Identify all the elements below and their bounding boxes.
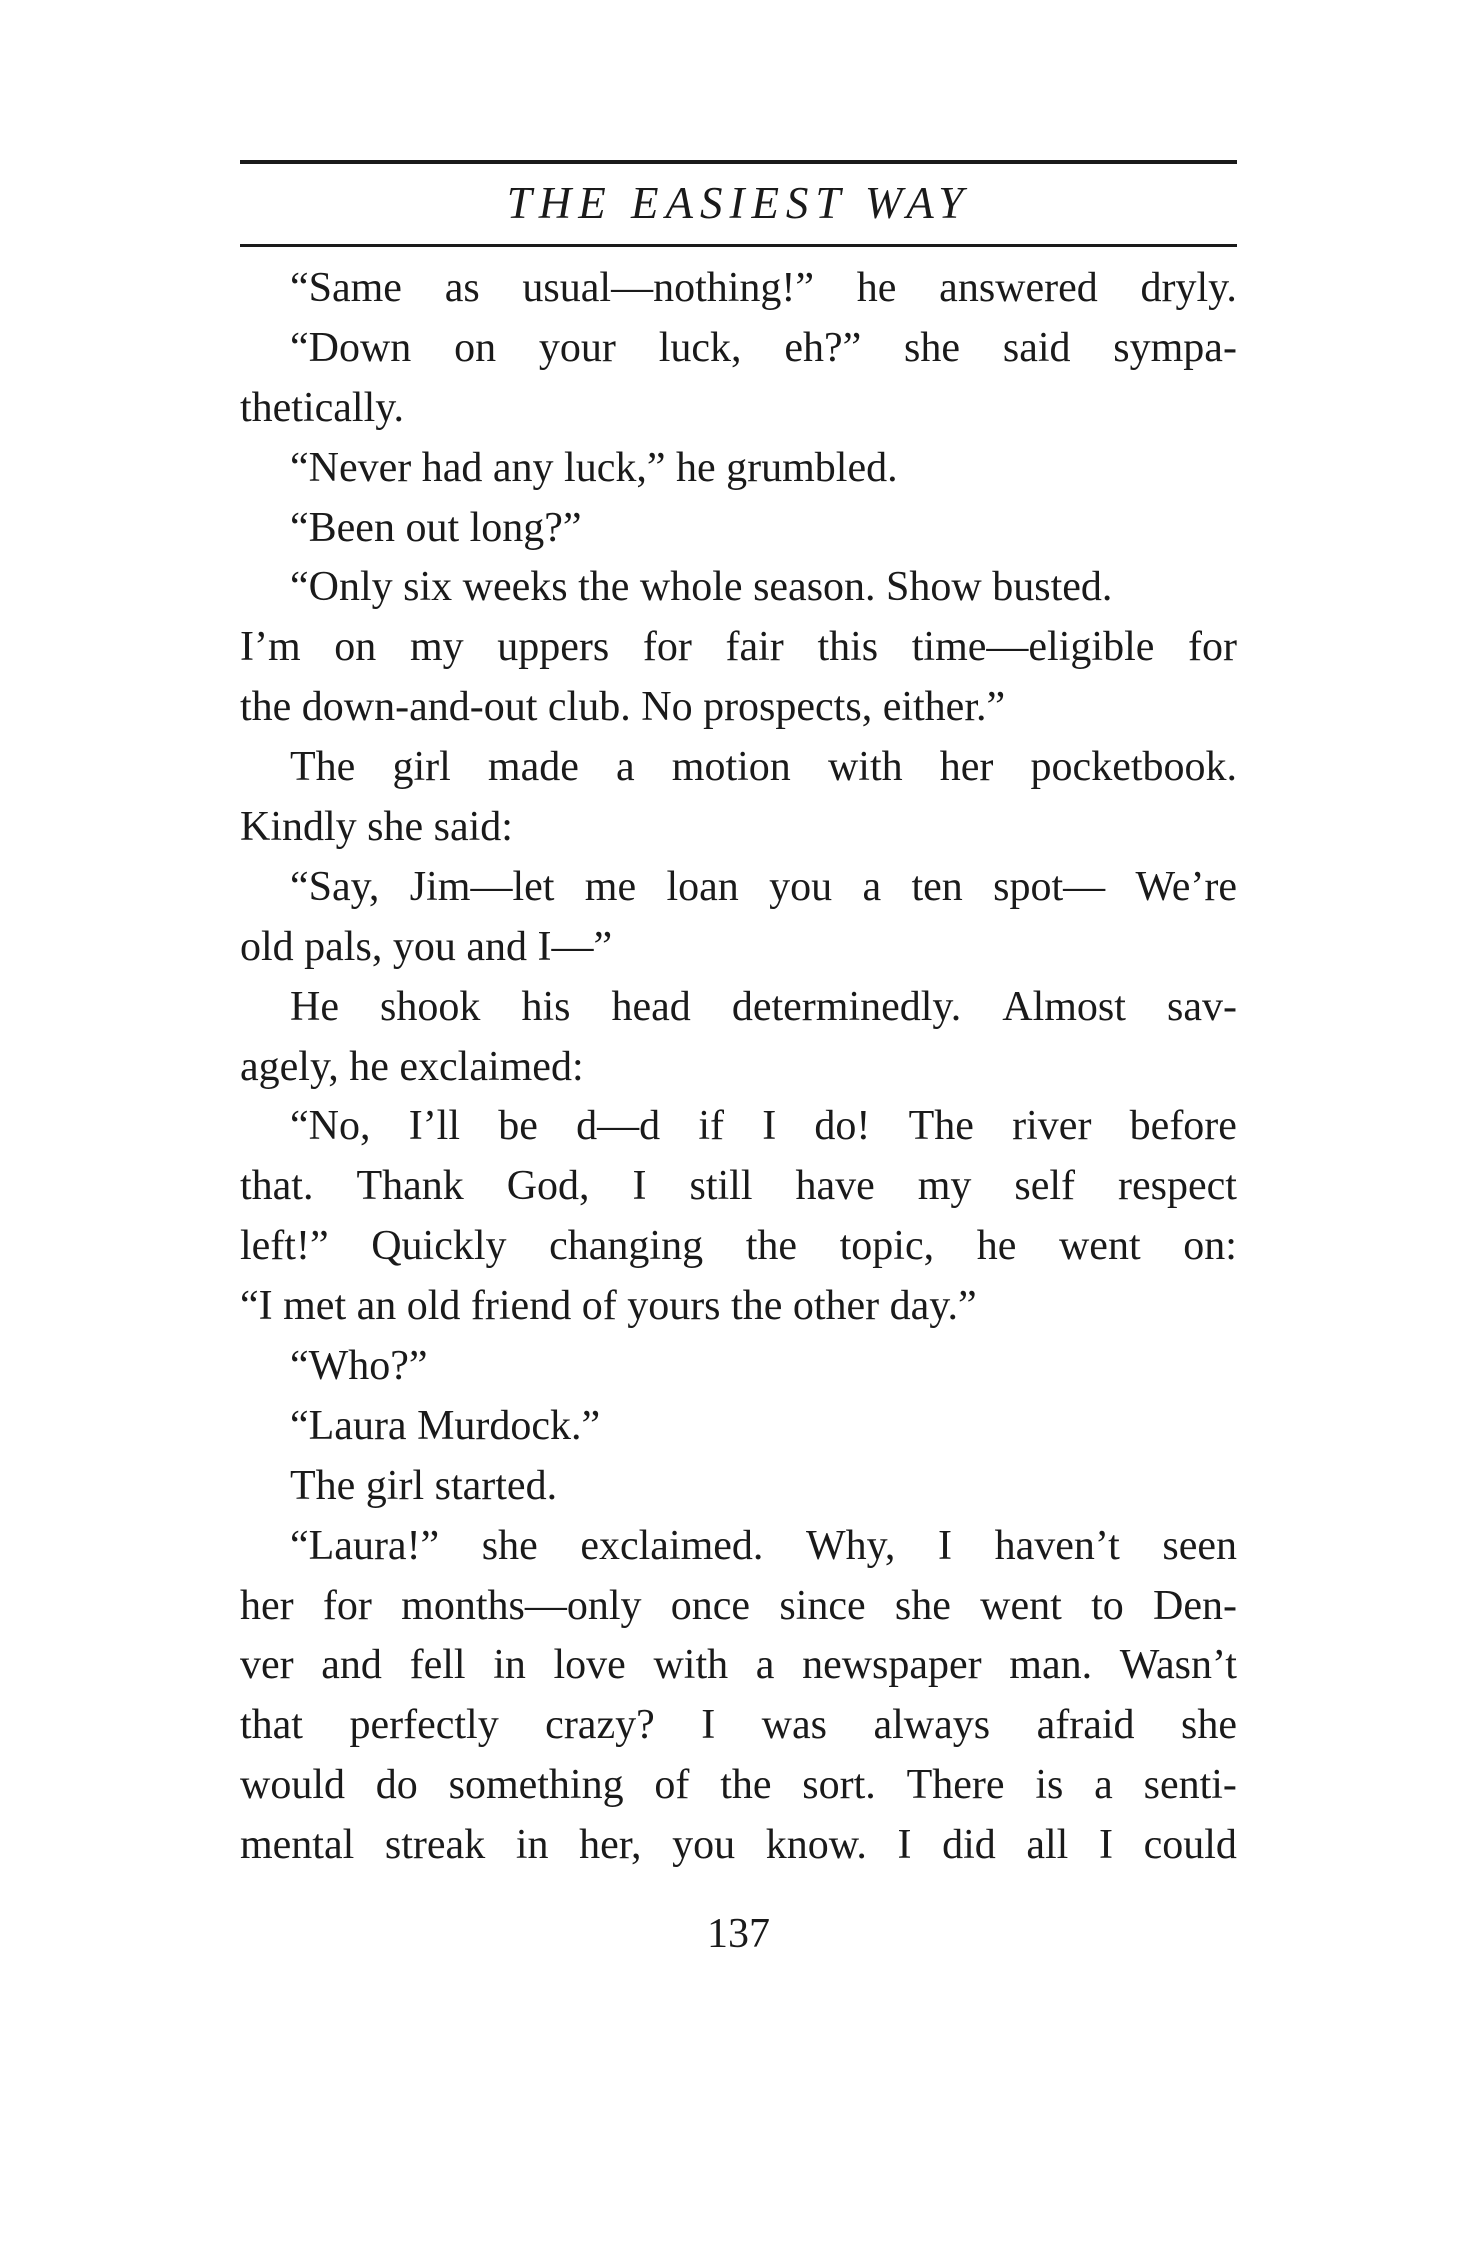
text-line	[240, 558, 1237, 618]
text-line	[240, 1577, 1237, 1637]
word: on	[454, 324, 497, 371]
word: sav-	[1166, 983, 1237, 1030]
word: river	[1012, 1103, 1092, 1150]
word: I’m	[240, 624, 301, 671]
word: once	[670, 1582, 751, 1629]
word: of	[654, 1762, 690, 1809]
word: topic,	[839, 1223, 935, 1270]
word: all	[1026, 1822, 1069, 1869]
word: “Say,	[290, 863, 380, 910]
word: my	[917, 1163, 972, 1210]
body-text	[240, 259, 1237, 1879]
word: months—only	[401, 1582, 642, 1629]
word: exclaimed.	[580, 1522, 764, 1569]
word: God,	[506, 1163, 590, 1210]
word: usual—nothing!”	[522, 265, 815, 311]
running-head: THE EASIEST WAY	[506, 178, 971, 228]
text-line	[240, 918, 1237, 978]
word: afraid	[1036, 1702, 1135, 1749]
word: he	[976, 1223, 1017, 1270]
word: for	[1188, 624, 1237, 671]
word: loan	[666, 863, 739, 910]
word: to	[1091, 1582, 1124, 1629]
word: ver	[240, 1642, 294, 1689]
text-line	[240, 738, 1237, 798]
word: “No,	[290, 1103, 371, 1150]
text-line	[240, 1397, 1237, 1457]
line-text: the down-and-out club. No prospects, either.”	[240, 684, 1006, 731]
word: I	[762, 1103, 777, 1150]
word: a	[1094, 1762, 1113, 1809]
text-line	[240, 978, 1237, 1038]
text-line	[240, 499, 1237, 559]
word: your	[538, 324, 616, 371]
word: she	[481, 1522, 538, 1569]
text-line	[240, 1277, 1237, 1337]
line-text: “Been out long?”	[290, 504, 582, 551]
word: with	[653, 1642, 729, 1689]
word: since	[779, 1582, 866, 1629]
word: she	[904, 324, 961, 371]
word: Quickly	[371, 1223, 507, 1270]
word: went	[980, 1582, 1062, 1629]
word: something	[448, 1762, 624, 1809]
text-line	[240, 439, 1237, 499]
word: made	[487, 744, 579, 791]
word: as	[444, 265, 480, 311]
word: The	[908, 1103, 974, 1150]
word: did	[942, 1822, 996, 1869]
word: determinedly.	[731, 983, 962, 1030]
word: pocketbook.	[1030, 744, 1237, 791]
word: There	[906, 1762, 1005, 1809]
word: answered	[939, 265, 1098, 311]
text-line	[240, 678, 1237, 738]
line-text: old pals, you and I—”	[240, 923, 613, 970]
word: mental	[240, 1822, 355, 1869]
word: d—d	[576, 1103, 661, 1150]
word: Thank	[356, 1163, 464, 1210]
word: changing	[549, 1223, 704, 1270]
word: he	[856, 265, 897, 311]
word: fell	[409, 1642, 466, 1689]
word: a	[862, 863, 882, 910]
word: seen	[1162, 1522, 1237, 1569]
word: “Same	[290, 265, 402, 311]
word: still	[689, 1163, 753, 1210]
text-line	[240, 858, 1237, 918]
line-text: “I met an old friend of yours the other day.”	[240, 1283, 977, 1330]
word: for	[322, 1582, 372, 1629]
word: I’ll	[408, 1103, 461, 1150]
word: on	[334, 624, 377, 671]
line-text: thetically.	[240, 384, 405, 431]
word: newspaper	[802, 1642, 982, 1689]
word: always	[873, 1702, 991, 1749]
word: would	[240, 1762, 345, 1809]
header-rule-bottom	[240, 244, 1237, 247]
word: on:	[1183, 1223, 1237, 1270]
text-line	[240, 1517, 1237, 1577]
word: eh?”	[784, 324, 862, 371]
text-line	[240, 1636, 1237, 1696]
word: Den-	[1153, 1582, 1237, 1629]
text-line	[240, 1457, 1237, 1517]
word: Wasn’t	[1119, 1642, 1237, 1689]
word: I	[1098, 1822, 1113, 1869]
text-line	[240, 1337, 1237, 1397]
word: perfectly	[349, 1702, 499, 1749]
word: and	[321, 1642, 382, 1689]
word: I	[632, 1163, 647, 1210]
word: head	[611, 983, 691, 1030]
text-line	[240, 1097, 1237, 1157]
word: know.	[765, 1822, 867, 1869]
word: the	[745, 1223, 797, 1270]
word: that.	[240, 1163, 314, 1210]
word: have	[795, 1163, 875, 1210]
word: was	[761, 1702, 827, 1749]
text-line	[240, 1696, 1237, 1756]
word: time—eligible	[911, 624, 1155, 671]
word: dryly.	[1140, 265, 1237, 311]
word: do	[375, 1762, 418, 1809]
word: respect	[1118, 1163, 1237, 1210]
word: self	[1014, 1163, 1076, 1210]
word: she	[1180, 1702, 1237, 1749]
word: her	[939, 744, 994, 791]
header-rule-top	[240, 160, 1237, 164]
word: her	[240, 1582, 294, 1629]
word: sort.	[802, 1762, 876, 1809]
word: luck,	[658, 324, 742, 371]
word: she	[894, 1582, 951, 1629]
word: is	[1035, 1762, 1064, 1809]
word: haven’t	[994, 1522, 1120, 1569]
word: We’re	[1135, 863, 1237, 910]
word: shook	[380, 983, 481, 1030]
line-text: “Never had any luck,” he grumbled.	[290, 444, 898, 491]
word: I	[938, 1522, 953, 1569]
word: went	[1058, 1223, 1141, 1270]
line-text: “Only six weeks the whole season. Show busted.	[290, 564, 1113, 611]
word: if	[698, 1103, 724, 1150]
word: ten	[911, 863, 963, 910]
word: my	[409, 624, 464, 671]
text-line	[240, 1038, 1237, 1098]
word: uppers	[497, 624, 610, 671]
word: streak	[384, 1822, 486, 1869]
word: I	[897, 1822, 912, 1869]
text-line	[240, 1816, 1237, 1876]
text-line	[240, 1756, 1237, 1816]
word: before	[1129, 1103, 1237, 1150]
word: that	[240, 1702, 303, 1749]
word: He	[290, 983, 339, 1030]
word: Jim—let	[409, 863, 555, 910]
word: could	[1143, 1822, 1237, 1869]
word: senti-	[1143, 1762, 1237, 1809]
line-text: “Laura Murdock.”	[290, 1402, 601, 1449]
line-text: agely, he exclaimed:	[240, 1043, 584, 1090]
text-line	[240, 259, 1237, 319]
page-number: 137	[707, 1911, 770, 1957]
text-line	[240, 319, 1237, 379]
word: you	[672, 1822, 736, 1869]
text-line	[240, 1157, 1237, 1217]
text-line	[240, 618, 1237, 678]
line-text: “Who?”	[290, 1343, 428, 1390]
word: with	[827, 744, 903, 791]
word: a	[755, 1642, 775, 1689]
word: be	[498, 1103, 538, 1150]
word: I	[701, 1702, 716, 1749]
word: left!”	[240, 1223, 329, 1270]
line-text: Kindly she said:	[240, 804, 513, 851]
word: in	[493, 1642, 526, 1689]
word: fair	[725, 624, 784, 671]
word: do!	[814, 1103, 871, 1150]
word: man.	[1009, 1642, 1093, 1689]
word: in	[515, 1822, 549, 1869]
word: “Down	[290, 324, 412, 371]
word: sympa-	[1113, 324, 1237, 371]
word: Almost	[1002, 983, 1126, 1030]
word: “Laura!”	[290, 1522, 440, 1569]
text-line	[240, 379, 1237, 439]
word: you	[769, 863, 833, 910]
word: girl	[392, 744, 451, 791]
word: this	[817, 624, 879, 671]
word: her,	[579, 1822, 642, 1869]
word: The	[290, 744, 356, 791]
line-text: The girl started.	[290, 1462, 558, 1509]
word: spot—	[993, 863, 1106, 910]
word: the	[720, 1762, 772, 1809]
word: his	[521, 983, 571, 1030]
word: for	[642, 624, 692, 671]
word: said	[1002, 324, 1071, 371]
word: crazy?	[545, 1702, 655, 1749]
word: a	[616, 744, 635, 791]
word: me	[584, 863, 637, 910]
word: love	[553, 1642, 626, 1689]
word: motion	[671, 744, 791, 791]
word: Why,	[806, 1522, 896, 1569]
text-line	[240, 798, 1237, 858]
text-line	[240, 1217, 1237, 1277]
